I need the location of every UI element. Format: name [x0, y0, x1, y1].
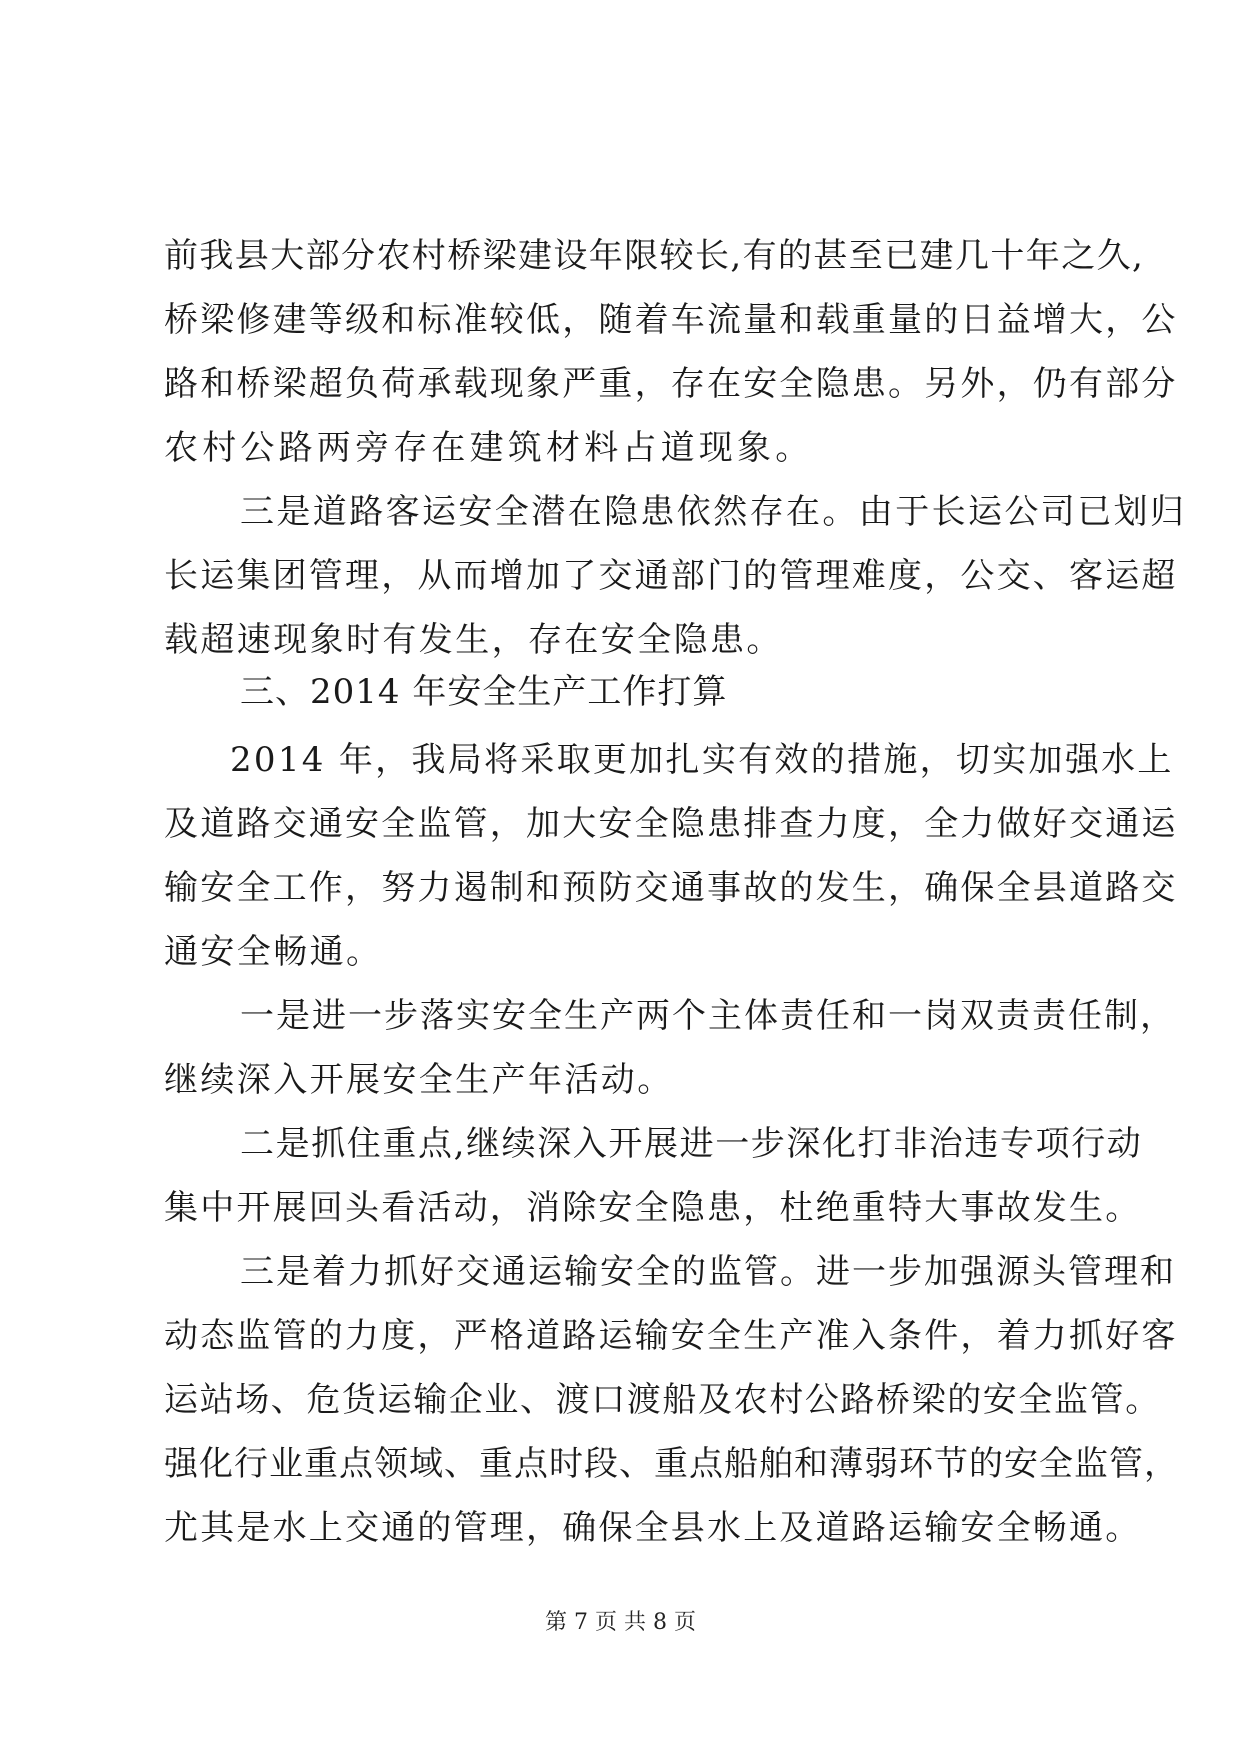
text-line: 三是道路客运安全潜在隐患依然存在。由于长运公司已划归	[240, 492, 1187, 532]
text-line: 前我县大部分农村桥梁建设年限较长,有的甚至已建几十年之久,	[164, 236, 1145, 276]
text-line: 强化行业重点领域、重点时段、重点船舶和薄弱环节的安全监管，	[164, 1444, 1179, 1484]
page-footer: 第 7 页 共 8 页	[545, 1610, 696, 1635]
section-heading: 三、2014 年安全生产工作打算	[240, 672, 728, 712]
text-line: 农村公路两旁存在建筑材料占道现象。	[164, 428, 814, 468]
text-line: 通安全畅通。	[164, 932, 383, 972]
text-line: 路和桥梁超负荷承载现象严重，存在安全隐患。另外，仍有部分	[164, 364, 1178, 404]
text-line: 及道路交通安全监管，加大安全隐患排查力度，全力做好交通运	[164, 804, 1178, 844]
text-line: 运站场、危货运输企业、渡口渡船及农村公路桥梁的安全监管。	[164, 1380, 1161, 1420]
text-line: 桥梁修建等级和标准较低，随着车流量和载重量的日益增大，公	[164, 300, 1178, 340]
text-line: 长运集团管理，从而增加了交通部门的管理难度，公交、客运超	[164, 556, 1178, 596]
text-line: 尤其是水上交通的管理，确保全县水上及道路运输安全畅通。	[164, 1508, 1142, 1548]
text-line: 二是抓住重点,继续深入开展进一步深化打非治违专项行动	[240, 1124, 1143, 1164]
text-line: 2014 年，我局将采取更加扎实有效的措施，切实加强水上	[230, 740, 1174, 780]
text-line: 输安全工作，努力遏制和预防交通事故的发生，确保全县道路交	[164, 868, 1178, 908]
text-line: 一是进一步落实安全生产两个主体责任和一岗双责责任制，	[240, 996, 1176, 1036]
text-line: 集中开展回头看活动，消除安全隐患，杜绝重特大事故发生。	[164, 1188, 1142, 1228]
text-line: 继续深入开展安全生产年活动。	[164, 1060, 674, 1100]
text-line: 载超速现象时有发生，存在安全隐患。	[164, 620, 783, 660]
text-line: 动态监管的力度，严格道路运输安全生产准入条件，着力抓好客	[164, 1316, 1178, 1356]
text-line: 三是着力抓好交通运输安全的监管。进一步加强源头管理和	[240, 1252, 1176, 1292]
